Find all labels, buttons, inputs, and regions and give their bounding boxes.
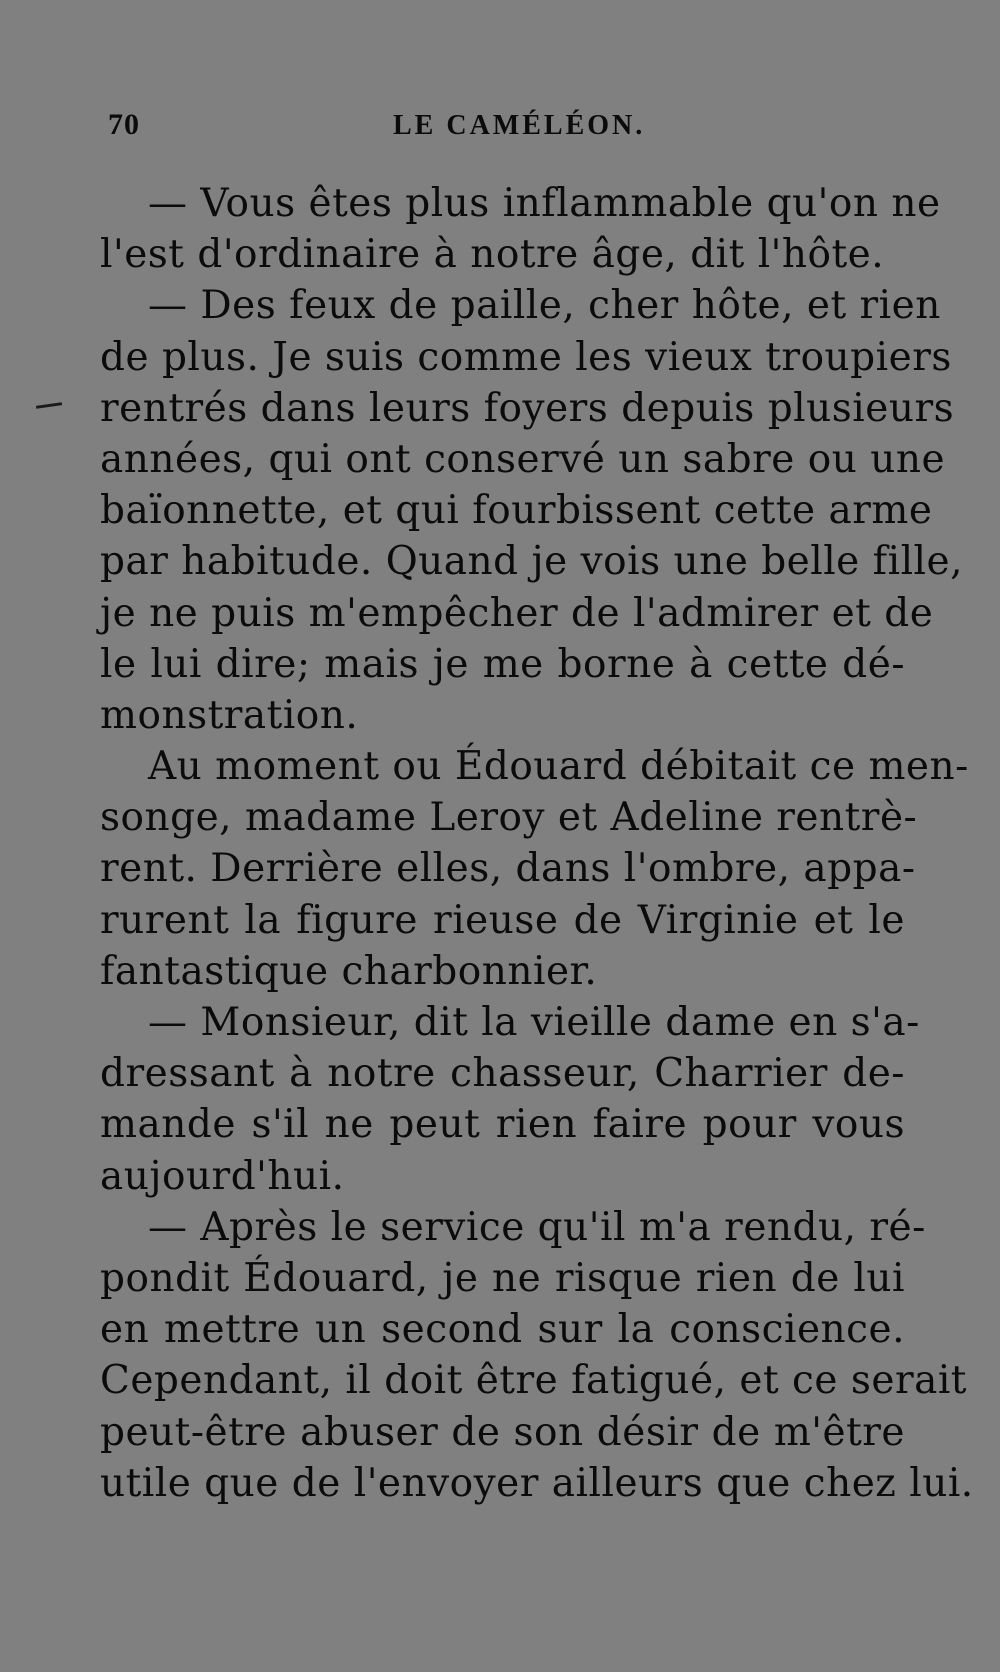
text-line: rentrés dans leurs foyers depuis plusieurs <box>100 385 955 431</box>
text-line: rent. Derrière elles, dans l'ombre, appa- <box>100 846 916 892</box>
text-line: aujourd'hui. <box>100 1153 345 1199</box>
text-line: l'est d'ordinaire à notre âge, dit l'hôte. <box>100 232 885 278</box>
text-line: — Après le service qu'il m'a rendu, ré- <box>148 1204 926 1250</box>
text-line: — Vous êtes plus inflammable qu'on ne <box>148 181 941 226</box>
page-number: 70 <box>108 108 140 141</box>
text-line: monstration. <box>100 692 359 738</box>
text-line: songe, madame Leroy et Adeline rentrè- <box>100 795 918 841</box>
text-line: utile que de l'envoyer ailleurs que chez lui. <box>100 1460 974 1506</box>
text-line: mande s'il ne peut rien faire pour vous <box>100 1102 905 1148</box>
text-line: pondit Édouard, je ne risque rien de lui <box>100 1255 905 1301</box>
text-line: je ne puis m'empêcher de l'admirer et de <box>100 590 934 636</box>
text-line: en mettre un second sur la conscience. <box>100 1307 905 1353</box>
text-line: Cependant, il doit être fatigué, et ce serait <box>100 1358 967 1404</box>
text-line: — Des feux de paille, cher hôte, et rien <box>148 283 941 329</box>
text-line: dressant à notre chasseur, Charrier de- <box>100 1051 905 1097</box>
text-line: peut-être abuser de son désir de m'être <box>100 1409 905 1455</box>
body-text <box>100 178 974 1509</box>
page-header <box>108 108 898 148</box>
text-line: le lui dire; mais je me borne à cette dé- <box>100 641 905 687</box>
running-title: LE CAMÉLÉON. <box>393 110 646 141</box>
text-line: par habitude. Quand je vois une belle fille, <box>100 539 963 585</box>
text-line: années, qui ont conservé un sabre ou une <box>100 436 946 482</box>
text-line: de plus. Je suis comme les vieux troupiers <box>100 334 952 380</box>
text-line: fantastique charbonnier. <box>100 948 598 994</box>
text-line: — Monsieur, dit la vieille dame en s'a- <box>148 1000 920 1045</box>
margin-mark <box>36 402 62 409</box>
text-line: baïonnette, et qui fourbissent cette arme <box>100 488 933 534</box>
text-line: Au moment ou Édouard débitait ce men- <box>148 744 969 790</box>
text-line: rurent la figure rieuse de Virginie et le <box>100 897 905 943</box>
